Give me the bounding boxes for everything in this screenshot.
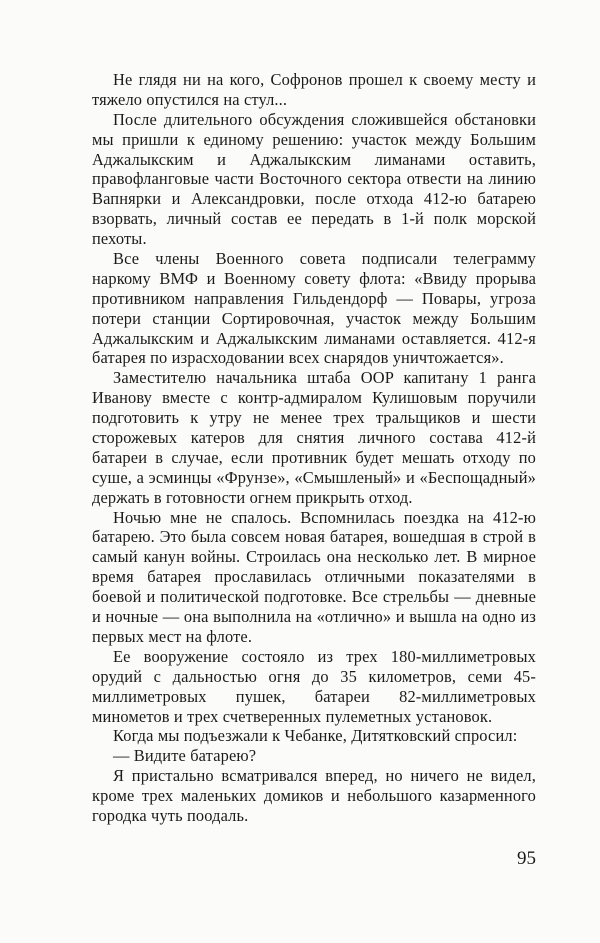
paragraph-9: Я пристально всматривался вперед, но ничего не видел, кроме трех маленьких домиков и небольшого казарменного городка чуть поодаль. [92,766,536,825]
paragraph-2: После длительного обсуждения сложившейся обстановки мы пришли к единому решению: участок между Большим Аджалыкским и Аджалыкским лиманами оставить, правофланговые части Восточного сектора отвести на линию Вапнярки и Александровки, после отхода 412-ю батарею взорвать, личный состав ее передать в 1-й полк морской пехоты. [92,109,536,249]
body-text [92,70,536,826]
paragraph-1: Не глядя ни на кого, Софронов прошел к своему месту и тяжело опустился на стул... [92,70,536,109]
page-number: 95 [517,848,536,869]
paragraph-4: Заместителю начальника штаба OOP капитану 1 ранга Иванову вместе с контр-адмиралом Кулишовым поручили подготовить к утру не менее трех тральщиков и шести сторожевых катеров для снятия личного состава 412-й батареи в случае, если противник будет мешать отходу по суше, а эсминцы «Фрунзе», «Смышленый» и «Беспощадный» держать в готовности огнем прикрыть отход. [92,368,536,507]
paragraph-7: Когда мы подъезжали к Чебанке, Дитятковский спросил: [113,726,518,746]
paragraph-3: Все члены Военного совета подписали телеграмму наркому ВМФ и Военному совету флота: «Ввиду прорыва противником направления Гильдендорф — Повары, угроза потери станции Сортировочная, участок между Большим Аджалыкским и Аджалыкским лиманами оставляется. 412-я батарея по израсходовании всех снарядов уничтожается». [92,249,536,368]
paragraph-8: — Видите батарею? [113,746,257,766]
paragraph-5: Ночью мне не спалось. Вспомнилась поездка на 412-ю батарею. Это была совсем новая батарея, вошедшая в строй в самый канун войны. Строилась она несколько лет. В мирное время батарея прославилась отличными показателями в боевой и политической подготовке. Все стрельбы — дневные и ночные — она выполнила на «отлично» и вышла на одно из первых мест на флоте. [92,507,536,646]
paragraph-6: Ее вооружение состояло из трех 180-миллиметровых орудий с дальностью огня до 35 километров, семи 45-миллиметровых пушек, батареи 82-миллиметровых минометов и трех счетверенных пулеметных установок. [92,646,536,726]
